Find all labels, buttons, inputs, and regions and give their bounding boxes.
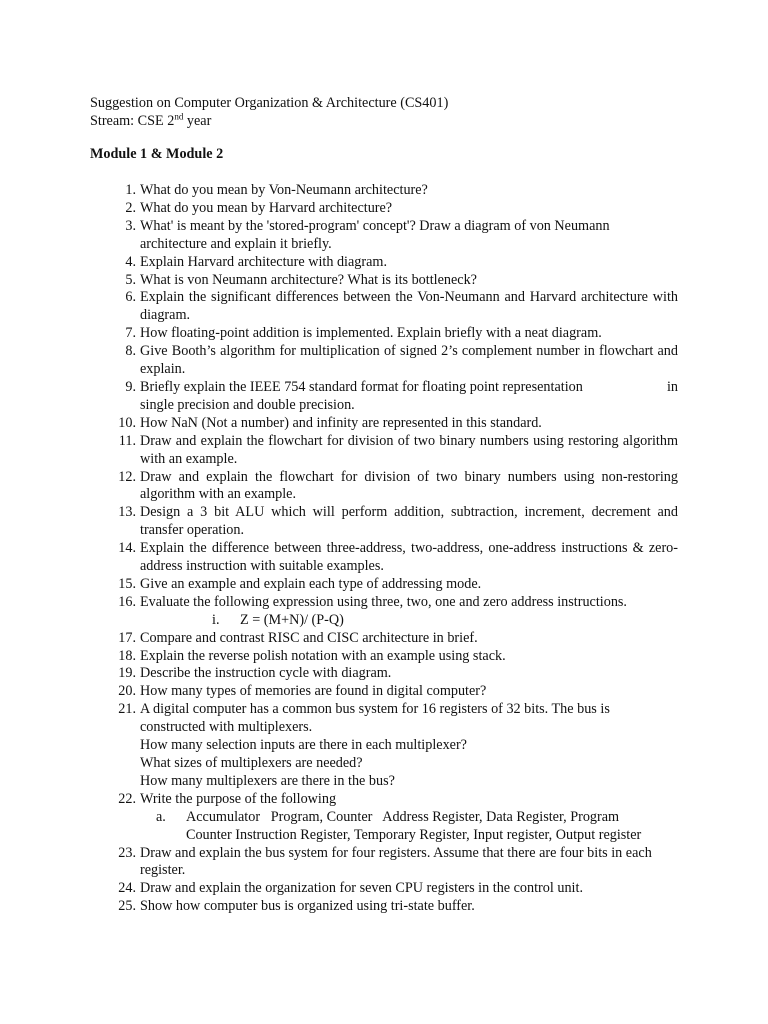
question-number: 4. (125, 253, 136, 270)
question-text: Give Booth’s algorithm for multiplication of signed 2’s complement number in flowchart and explain. (140, 343, 678, 378)
question-item (112, 415, 678, 433)
question-text: How floating-point addition is implemented. Explain briefly with a neat diagram. (140, 325, 602, 342)
question-item (112, 594, 678, 630)
question-text: Draw and explain the flowchart for division of two binary numbers using non-restoring algorithm with an example. (140, 468, 678, 503)
question-number: 8. (125, 343, 136, 360)
question-number: 9. (125, 378, 136, 395)
question-text: Explain the difference between three-address, two-address, one-address instructions & zero-address instruction with suitable examples. (140, 540, 678, 575)
question-number: 16. (118, 593, 136, 610)
stream-suffix: year (183, 113, 212, 129)
question-item (112, 272, 678, 290)
question-9-first-line (140, 379, 678, 397)
question-item (112, 433, 678, 469)
question-text (140, 791, 678, 845)
question-text (140, 379, 678, 415)
question-number: 15. (118, 575, 136, 592)
question-item (112, 218, 678, 254)
question-21-line: What sizes of multiplexers are needed? (140, 755, 363, 771)
question-number: 6. (125, 289, 136, 306)
question-text (140, 701, 678, 791)
question-text: Draw and explain the organization for seven CPU registers in the control unit. (140, 880, 583, 897)
question-number: 19. (118, 665, 136, 682)
question-number: 13. (118, 504, 136, 521)
question-text: Design a 3 bit ALU which will perform addition, subtraction, increment, decrement and transfer operation. (140, 504, 678, 539)
stream-superscript: nd (174, 111, 184, 122)
question-item (112, 576, 678, 594)
question-9-part-a: Briefly explain the IEEE 754 standard format for floating point representation (140, 378, 583, 395)
question-text: Describe the instruction cycle with diagram. (140, 665, 392, 682)
document-header (90, 94, 448, 130)
question-number: 14. (118, 540, 136, 557)
question-21-text: A digital computer has a common bus system for 16 registers of 32 bits. The bus is constructed with multiplexers. (140, 701, 610, 736)
question-number: 17. (118, 629, 136, 646)
question-text: Draw and explain the flowchart for division of two binary numbers using restoring algorithm with an example. (140, 432, 678, 467)
question-text: What do you mean by Harvard architecture? (140, 199, 393, 216)
question-item (112, 665, 678, 683)
question-22-subitem (140, 809, 678, 845)
question-number: 11. (118, 432, 136, 449)
question-21-line: How many multiplexers are there in the bus? (140, 772, 395, 789)
question-item (112, 504, 678, 540)
question-16-text: Evaluate the following expression using three, two, one and zero address instructions. (140, 593, 627, 610)
document-title: Suggestion on Computer Organization & Architecture (CS401) (90, 95, 449, 111)
question-item (112, 898, 678, 916)
subitem-body (186, 809, 641, 845)
question-9-part-b: in (666, 378, 678, 395)
question-number: 5. (125, 271, 136, 288)
question-text: Give an example and explain each type of addressing mode. (140, 575, 482, 592)
stream-prefix: Stream: CSE 2 (90, 113, 175, 129)
question-item (112, 200, 678, 218)
question-text: Show how computer bus is organized using tri-state buffer. (140, 898, 475, 915)
question-item (112, 845, 678, 881)
question-16-subitem (140, 612, 678, 630)
question-item (112, 701, 678, 791)
question-item (112, 540, 678, 576)
subitem-expression: Z = (M+N)/ (P-Q) (240, 611, 344, 628)
question-text: Explain the reverse polish notation with an example using stack. (140, 647, 506, 664)
question-text: What is von Neumann architecture? What is its bottleneck? (140, 271, 477, 288)
question-text: How many types of memories are found in digital computer? (140, 683, 487, 700)
question-text: Compare and contrast RISC and CISC architecture in brief. (140, 629, 478, 646)
subitem-line: Counter Instruction Register, Temporary Register, Input register, Output register (186, 826, 642, 843)
question-number: 18. (118, 647, 136, 664)
question-item (112, 648, 678, 666)
question-list (112, 182, 678, 916)
question-number: 3. (125, 217, 136, 234)
question-number: 25. (118, 898, 136, 915)
question-number: 22. (118, 790, 136, 807)
question-item (112, 182, 678, 200)
question-item (112, 289, 678, 325)
question-text: What do you mean by Von-Neumann architecture? (140, 182, 428, 198)
question-text: Draw and explain the bus system for four registers. Assume that there are four bits in each register. (140, 844, 652, 879)
question-text: Explain Harvard architecture with diagram. (140, 253, 387, 270)
question-number: 1. (125, 182, 136, 198)
question-number: 23. (118, 844, 136, 861)
question-item (112, 379, 678, 415)
question-number: 24. (118, 880, 136, 897)
question-number: 7. (125, 325, 136, 342)
question-21-line: How many selection inputs are there in each multiplexer? (140, 737, 467, 754)
question-number: 21. (118, 701, 136, 718)
question-9-part-c: single precision and double precision. (140, 396, 355, 413)
question-item (112, 683, 678, 701)
stream-line (90, 112, 448, 130)
question-item (112, 791, 678, 845)
question-item (112, 343, 678, 379)
subitem-label: i. (212, 611, 220, 628)
question-number: 12. (118, 468, 136, 485)
subitem-label: a. (156, 808, 166, 825)
question-number: 10. (118, 414, 136, 431)
question-item (112, 469, 678, 505)
question-item (112, 630, 678, 648)
question-text (140, 594, 678, 630)
module-heading: Module 1 & Module 2 (90, 146, 224, 162)
question-text: How NaN (Not a number) and infinity are represented in this standard. (140, 414, 542, 431)
question-text: What' is meant by the 'stored-program' concept'? Draw a diagram of von Neumann architecture and explain it briefly. (140, 217, 610, 252)
question-item (112, 880, 678, 898)
question-item (112, 325, 678, 343)
question-text: Explain the significant differences between the Von-Neumann and Harvard architecture with diagram. (140, 289, 678, 324)
question-number: 2. (125, 199, 136, 216)
subitem-line: Accumulator Program, Counter Address Register, Data Register, Program (186, 808, 620, 825)
question-22-text: Write the purpose of the following (140, 790, 337, 807)
question-number: 20. (118, 683, 136, 700)
question-item (112, 254, 678, 272)
